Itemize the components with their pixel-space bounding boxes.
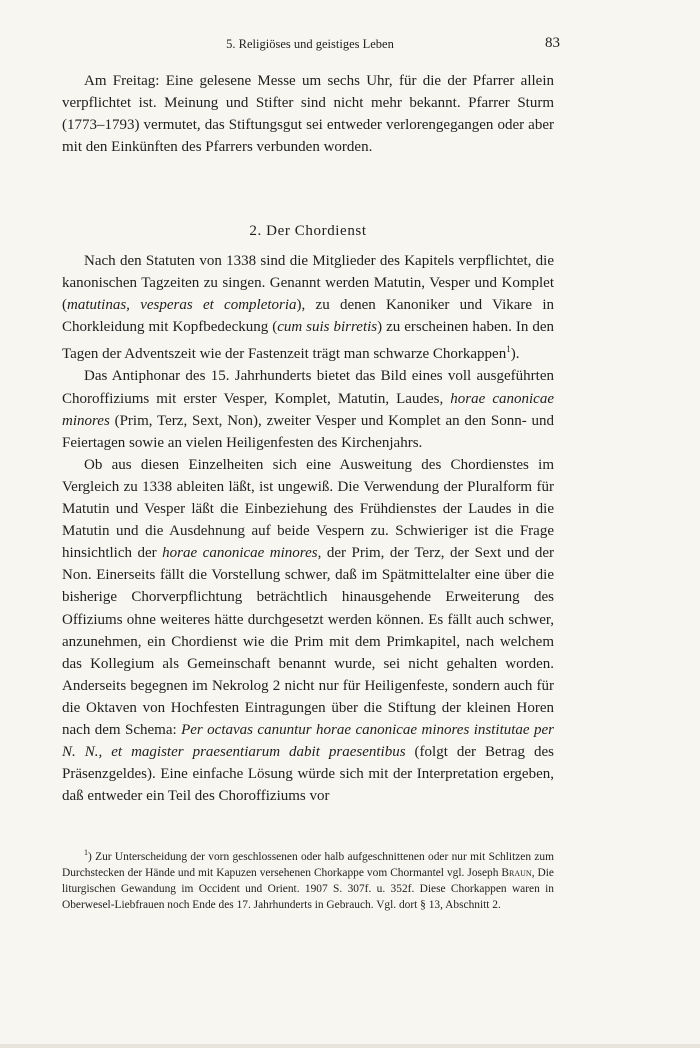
page-number: 83 [545, 35, 560, 51]
paragraph: Am Freitag: Eine gelesene Messe um sechs Uhr, für die der Pfarrer allein verpflichtet ist. Meinung und Stifter sind nicht mehr bekannt. Pfarrer Sturm (1773–1793) vermutet, das Stiftungsgut sei entweder verlorengegangen oder aber mit den Einkünften des Pfarrers verbunden worden. [62, 73, 554, 156]
section-heading: 2. Der Chordienst [249, 223, 367, 239]
section1-body [62, 70, 554, 158]
paragraph: Das Antiphonar des 15. Jahrhunderts bietet das Bild eines voll ausgeführten Choroffiziums mit erster Vesper, Komplet, Matutin, Laudes, horae canonicae minores (Prim, Terz, Sext, Non), zweiter Vesper und Komplet an den Sonn- und Feiertagen sowie an vielen Heiligenfesten des Kirchenjahrs. [62, 368, 554, 451]
footnote-mark: 1 [84, 848, 88, 857]
page-edge [0, 1044, 700, 1048]
section2-body [62, 250, 554, 807]
footnote-reference: 1 [506, 344, 511, 355]
author-name: Braun [501, 866, 532, 879]
footnotes [62, 845, 554, 913]
footnote: $^1$) Zur Unterscheidung der vorn geschlossenen oder halb aufgeschnittenen oder nur mit Schlitzen zum Durchstecken der Hände und mit Kapuzen versehenen Chorkappe vom Chormantel vgl. Joseph Braun, Die liturgischen Gewandung im Occident und Orient. 1907 S. 307f. u. 352f. Diese Chorkappen waren in Oberwesel-Liebfrauen noch Ende des 17. Jahrhunderts in Gebrauch. Vgl. dort § 13, Abschnitt 2. [62, 848, 554, 911]
running-head: 5. Religiöses und geistiges Leben [226, 37, 394, 51]
paragraph: Ob aus diesen Einzelheiten sich eine Ausweitung des Chordienstes im Vergleich zu 1338 ableiten läßt, ist ungewiß. Die Verwendung der Pluralform für Matutin und Vesper läßt die Einbeziehung des Frühdienstes der Laudes in die Matutin und die Ausdehnung auf beide Vespern zu. Schwieriger ist die Frage hinsichtlich der horae canonicae minores, der Prim, der Terz, der Sext und der Non. Einerseits fällt die Vorstellung schwer, daß im Spätmittelalter eine über die bisherige Chorverpflichtung beträchtlich hinausgehende Erweiterung des Offiziums ohne weiteres hätte durchgesetzt werden können. Es fällt auch schwer, anzunehmen, ein Chordienst wie die Prim mit dem Primkapitel, nach welchem das Kollegium als Gemeinschaft benannt wurde, sei nicht gehalten worden. Anderseits begegnen im Nekrolog 2 nicht nur für Heiligenfeste, sondern auch für die Oktaven von Hochfesten Eintragungen über die Stiftung der kleinen Horen nach dem Schema: Per octavas canuntur horae canonicae minores institutae per N. N., et magister praesentiarum dabit praesentibus (folgt der Betrag des Präsenzgeldes). Eine einfache Lösung würde sich mit der Interpretation ergeben, daß entweder ein Teil des Choroffiziums vor [62, 456, 554, 805]
paragraph: Nach den Statuten von 1338 sind die Mitglieder des Kapitels verpflichtet, die kanonischen Tagzeiten zu singen. Genannt werden Matutin, Vesper und Komplet (matutinas, vesperas et completoria), zu denen Kanoniker und Vikare in Chorkleidung mit Kopfbedeckung (cum suis birretis) zu erscheinen haben. In den Tagen der Adventszeit wie der Fastenzeit trägt man schwarze Chorkappen$^1$). [62, 253, 554, 363]
